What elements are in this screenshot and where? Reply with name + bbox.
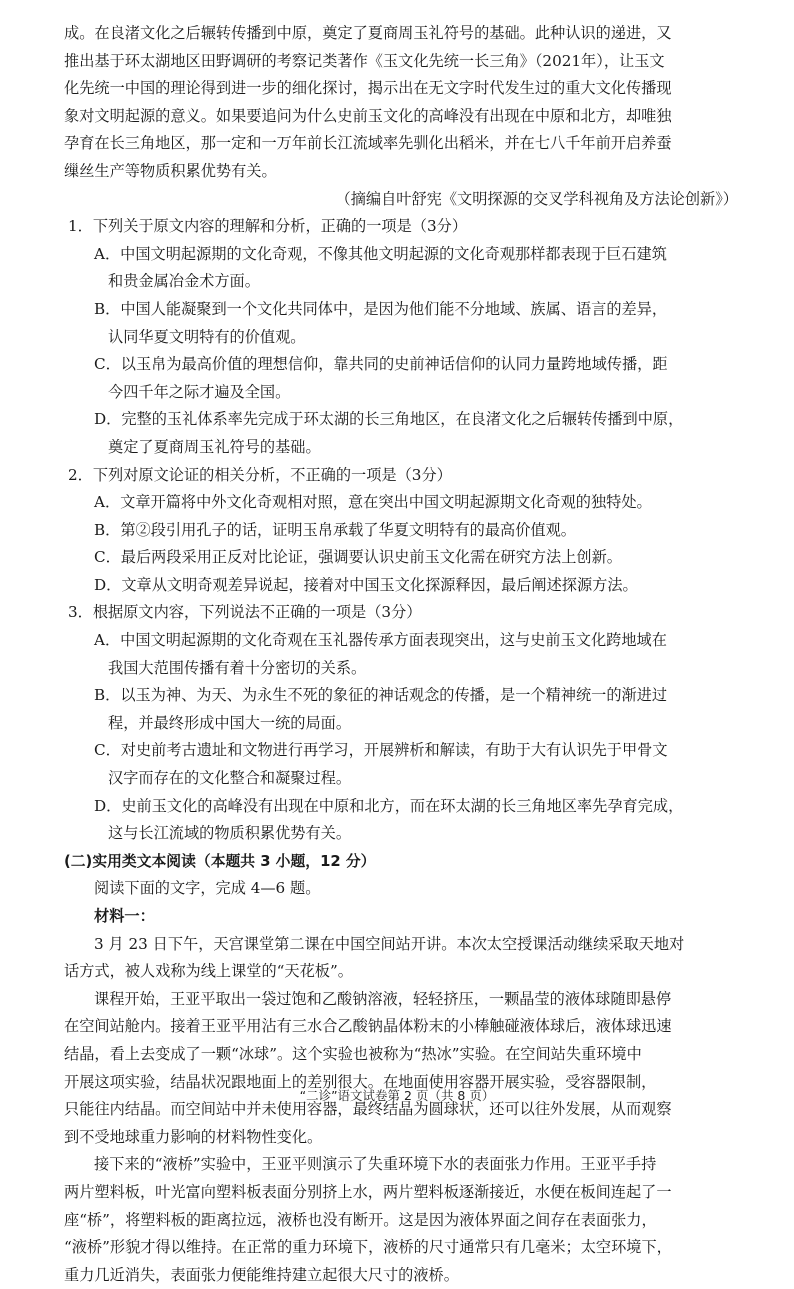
option-a: A．中国文明起源期的文化奇观，不像其他文明起源的文化奇观那样都表现于巨石建筑 [94,244,667,263]
material-line: 重力几近消失，表面张力便能维持建立起很大尺寸的液桥。 [64,1265,459,1284]
page-footer: “二诊”语文试卷第 2 页（共 8 页） [299,1088,495,1103]
passage-line: 孕育在长三角地区，那一定和一万年前长江流域率先驯化出稻米，并在七八千年前开启养蚕 [64,134,672,153]
material-line: 接下来的“液桥”实验中，王亚平则演示了失重环境下水的表面张力作用。王亚平手持 [94,1155,657,1174]
material-body [64,931,754,1289]
option-d: D．史前玉文化的高峰没有出现在中原和北方，而在环太湖的长三角地区率先孕育完成， [94,796,684,815]
option-d-cont: 奠定了夏商周玉礼符号的基础。 [108,437,321,456]
option-c: C．最后两段采用正反对比论证，强调要认识史前玉文化需在研究方法上创新。 [94,548,622,567]
material-line: 结晶，看上去变成了一颗“冰球”。这个实验也被称为“热冰”实验。在空间站失重环境中 [64,1044,642,1063]
option-a-cont: 我国大范围传播有着十分密切的关系。 [108,658,367,677]
option-c: C．对史前考古遗址和文物进行再学习，开展辨析和解读，有助于大有认识先于甲骨文 [94,741,668,760]
question-3 [64,599,754,847]
material-line: 课程开始，王亚平取出一袋过饱和乙酸钠溶液，轻轻挤压，一颗晶莹的液体球随即悬停 [94,989,672,1008]
option-c-cont: 汉字而存在的文化整合和凝聚过程。 [108,769,351,788]
material-line: 话方式，被人戏称为线上课堂的“天花板”。 [64,962,353,981]
material-line: 只能往内结晶。而空间站中并未使用容器，最终结晶为圆球状，还可以往外发展，从而观察 [64,1100,672,1119]
option-b-cont: 认同华夏文明特有的价值观。 [108,327,306,346]
passage-line: 化先统一中国的理论得到进一步的细化探讨，揭示出在无文字时代发生过的重大文化传播现 [64,79,672,98]
option-a-cont: 和贵金属冶金术方面。 [108,272,260,291]
question-1 [64,213,754,461]
material-line: 3 月 23 日下午，天宫课堂第二课在中国空间站开讲。本次太空授课活动继续采取天地对 [94,934,685,953]
option-c: C．以玉帛为最高价值的理想信仰，靠共同的史前神话信仰的认同力量跨地域传播，距 [94,355,668,374]
question-stem: 3．根据原文内容，下列说法不正确的一项是（3分） [68,603,422,622]
material-line: 在空间站舱内。接着王亚平用沾有三水合乙酸钠晶体粉末的小棒触碰液体球后，液体球迅速 [64,1017,672,1036]
material-line: 到不受地球重力影响的材料物性变化。 [64,1127,323,1146]
option-b: B．以玉为神、为天、为永生不死的象征的神话观念的传播，是一个精神统一的渐进过 [94,686,668,705]
option-d: D．文章从文明奇观差异说起，接着对中国玉文化探源释因，最后阐述探源方法。 [94,575,638,594]
passage-line: 缫丝生产等物质积累优势有关。 [64,161,277,180]
question-stem: 2．下列对原文论证的相关分析，不正确的一项是（3分） [68,465,452,484]
material-line: 两片塑料板，叶光富向塑料板表面分别挤上水，两片塑料板逐渐接近，水便在板间连起了一 [64,1182,672,1201]
passage-top [64,20,754,186]
option-b: B．中国人能凝聚到一个文化共同体中，是因为他们能不分地域、族属、语言的差异， [94,299,668,318]
source-citation: （摘编自叶舒宪《文明探源的交叉学科视角及方法论创新》） [335,189,738,208]
option-b-cont: 程，并最终形成中国大一统的局面。 [108,713,351,732]
material-line: “液桥”形貌才得以维持。在正常的重力环境下，液桥的尺寸通常只有几毫米；太空环境下， [64,1238,672,1257]
instruction: 阅读下面的文字，完成 4—6 题。 [94,879,321,898]
option-d: D．完整的玉礼体系率先完成于环太湖的长三角地区，在良渚文化之后辗转传播到中原， [94,410,684,429]
option-d-cont: 这与长江流域的物质积累优势有关。 [108,824,351,843]
section-heading: (二)实用类文本阅读（本题共 3 小题，12 分） [64,852,376,870]
option-a: A．中国文明起源期的文化奇观在玉礼器传承方面表现突出，这与史前玉文化跨地域在 [94,631,667,650]
passage-line: 成。在良渚文化之后辗转传播到中原，奠定了夏商周玉礼符号的基础。此种认识的递进，又 [64,24,672,42]
question-2 [64,462,754,600]
question-stem: 1．下列关于原文内容的理解和分析，正确的一项是（3分） [68,217,468,236]
passage-line: 推出基于环太湖地区田野调研的考察记类著作《玉文化先统一长三角》（2021年），让玉文 [64,51,665,70]
passage-line: 象对文明起源的意义。如果要追问为什么史前玉文化的高峰没有出现在中原和北方，却唯独 [64,106,672,125]
option-a: A．文章开篇将中外文化奇观相对照，意在突出中国文明起源期文化奇观的独特处。 [94,493,652,512]
material-label: 材料一： [94,907,155,925]
material-line: 开展这项实验，结晶状况跟地面上的差别很大。在地面使用容器开展实验，受容器限制， [64,1072,657,1091]
option-c-cont: 今四千年之际才遍及全国。 [108,382,291,401]
option-b: B．第②段引用孔子的话，证明玉帛承载了华夏文明特有的最高价值观。 [94,520,576,539]
material-line: 座“桥”，将塑料板的距离拉远，液桥也没有断开。这是因为液体界面之间存在表面张力， [64,1210,657,1229]
